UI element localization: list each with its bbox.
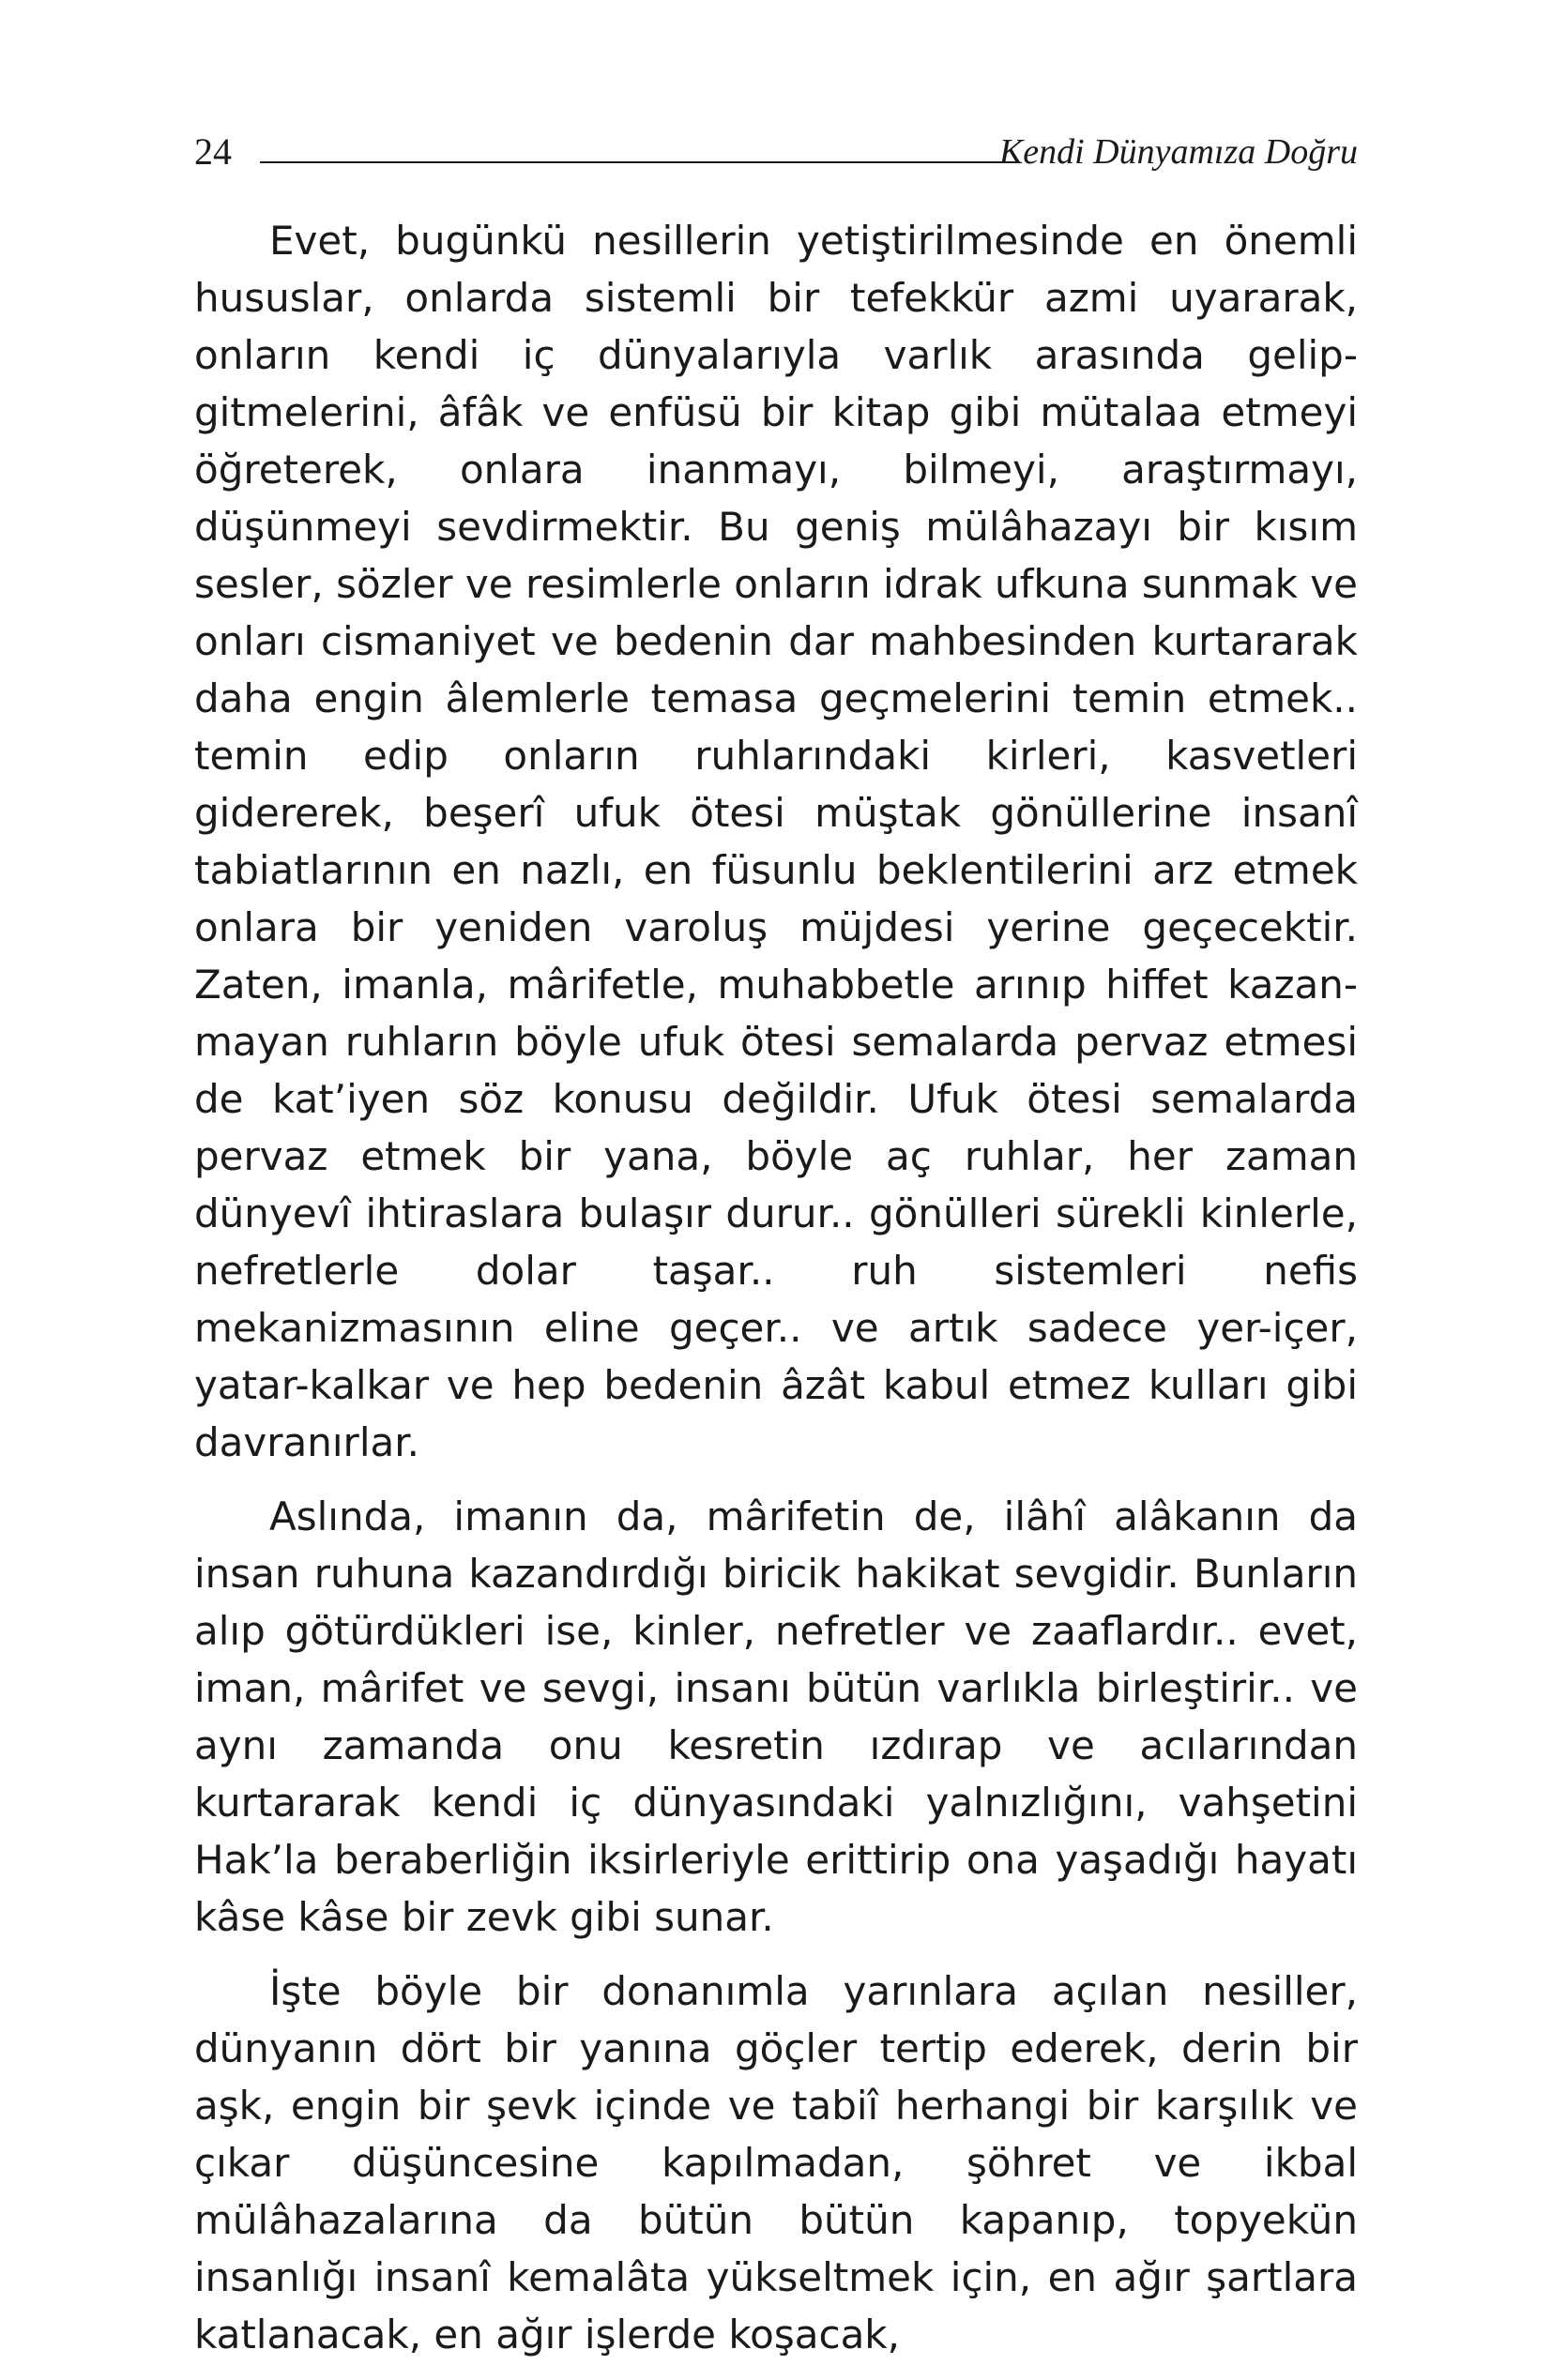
paragraph-2: Aslında, imanın da, mârifetin de, ilâhî alâkanın da insan ruhuna kazandırdığı biricik hakikat sevgidir. Bunların alıp götürdükleri ise, kinler, nefretler ve zaaflardır.. evet, iman, mârifet ve sevgi, insanı bütün varlıkla birleştirir.. ve aynı zamanda onu kesretin ızdırap ve acılarından kurtararak kendi iç dünyasındaki yalnızlığını, vahşetini Hak’la beraberliğin iksirleriyle erittirip ona yaşadığı hayatı kâse kâse bir zevk gibi sunar. — [194, 1493, 1358, 1940]
header-rule — [260, 161, 1018, 163]
book-title: Kendi Dünyamıza Doğru — [998, 132, 1358, 172]
paragraph-1: Evet, bugünkü nesillerin yetiştirilmesinde en önemli hususlar, onlarda sistemli bir tefekkür azmi uyararak, onların kendi iç dünyalarıyla varlık arasında gelip-gitmelerini, âfâk ve enfüsü bir kitap gibi mütalaa etmeyi öğreterek, onlara inanmayı, bilmeyi, araştırmayı, düşünmeyi sevdirmektir. Bu geniş mülâhazayı bir kısım sesler, sözler ve resimlerle onların idrak ufkuna sunmak ve onları cismaniyet ve bedenin dar mahbesinden kurtararak daha engin âlemlerle temasa geçmelerini temin etmek.. temin edip onların ruhlarındaki kirleri, kasvetleri gidererek, beşerî ufuk ötesi müştak gönüllerine insanî tabiatlarının en nazlı, en füsunlu beklentilerini arz etmek onlara bir yeniden varoluş müjdesi yerine geçecektir. Zaten, imanla, mârifetle, muhabbetle arınıp hiffet kazanmayan ruhların böyle ufuk ötesi semalarda pervaz etmesi de kat’iyen söz konusu değildir. Ufuk ötesi semalarda pervaz etmek bir yana, böyle aç ruhlar, her zaman dünyevî ihtiraslara bulaşır durur.. gönülleri sürekli kinlerle, nefretlerle dolar taşar.. ruh sistemleri nefis mekanizmasının eline geçer.. ve artık sadece yer-içer, yatar-kalkar ve hep bedenin âzât kabul etmez kulları gibi davranırlar. — [194, 218, 1358, 1465]
paragraph-3: İşte böyle bir donanımla yarınlara açılan nesiller, dünyanın dört bir yanına göçler tertip ederek, derin bir aşk, engin bir şevk içinde ve tabiî herhangi bir karşılık ve çıkar düşüncesine kapılmadan, şöhret ve ikbal mülâhazalarına da bütün bütün kapanıp, topyekün insanlığı insanî kemalâta yükseltmek için, en ağır şartlara katlanacak, en ağır işlerde koşacak, — [194, 1968, 1358, 2357]
body-text — [194, 212, 1358, 2380]
running-header — [194, 124, 1358, 180]
page-number: 24 — [194, 130, 232, 173]
